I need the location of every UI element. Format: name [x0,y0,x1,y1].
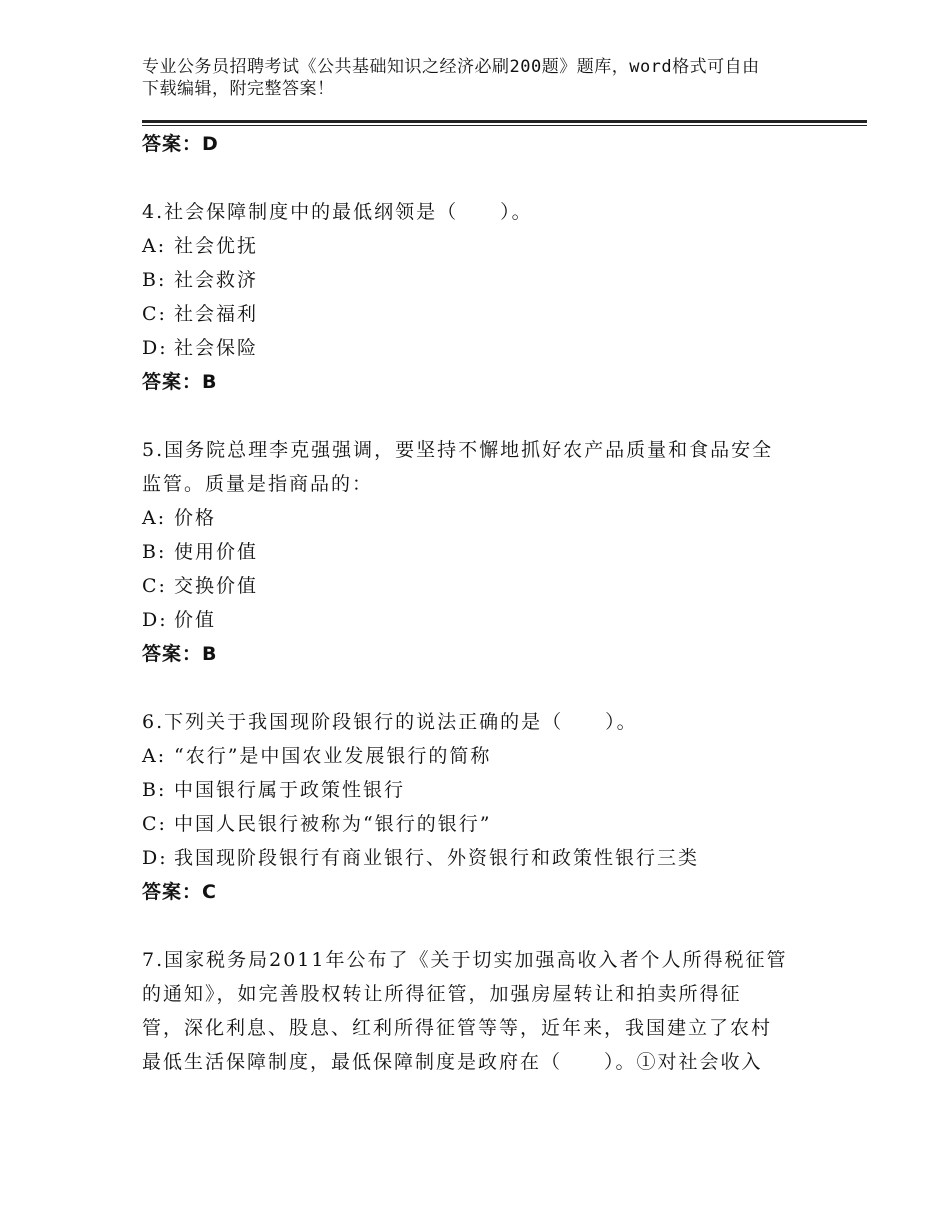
option-text: 社会保险 [174,337,259,359]
option-letter: B: [142,541,167,563]
option-letter: D: [142,337,168,359]
option-text: 我国现阶段银行有商业银行、外资银行和政策性银行三类 [174,847,700,869]
question-5-stem-line-2: 监管。质量是指商品的： [142,473,374,495]
question-4 [142,195,802,399]
spacer [142,161,802,195]
spacer [142,909,802,943]
option-text: 中国银行属于政策性银行 [174,779,406,801]
question-6-option-a [142,739,802,773]
answer-q6: 答案：C [142,881,217,903]
question-5-option-c [142,569,802,603]
option-letter: D: [142,847,168,869]
question-7 [142,943,802,1079]
answer-q5: 答案：B [142,643,218,665]
question-content [142,127,802,1079]
question-7-stem-line-1: 7.国家税务局2011年公布了《关于切实加强高收入者个人所得税征管 [142,949,788,971]
question-5-option-b [142,535,802,569]
answer-q3: 答案：D [142,133,219,155]
option-text: 社会救济 [174,269,259,291]
option-letter: D: [142,609,168,631]
option-text: 社会福利 [174,303,259,325]
option-letter: C: [142,303,167,325]
question-6-option-b [142,773,802,807]
option-letter: A: [142,745,167,767]
question-7-stem-line-2: 的通知》，如完善股权转让所得征管，加强房屋转让和拍卖所得征 [142,983,742,1005]
question-6-option-c [142,807,802,841]
question-7-stem-line-4: 最低生活保障制度，最低保障制度是政府在（ ）。①对社会收入 [142,1051,763,1073]
question-5-option-a [142,501,802,535]
header-line-2: 下载编辑，附完整答案！ [142,79,335,99]
header-rule-thick [142,120,867,123]
question-4-stem: 4.社会保障制度中的最低纲领是（ ）。 [142,201,533,223]
option-text: “农行”是中国农业发展银行的简称 [174,745,492,767]
question-4-option-d [142,331,802,365]
question-4-option-c [142,297,802,331]
spacer [142,671,802,705]
option-letter: B: [142,269,167,291]
question-4-option-a [142,229,802,263]
question-6-stem: 6.下列关于我国现阶段银行的说法正确的是（ ）。 [142,711,638,733]
question-4-option-b [142,263,802,297]
option-text: 价格 [174,507,217,529]
header-line-1: 专业公务员招聘考试《公共基础知识之经济必刷200题》题库，word格式可自由 [142,57,760,77]
option-letter: C: [142,575,167,597]
option-text: 中国人民银行被称为“银行的银行” [174,813,492,835]
option-letter: C: [142,813,167,835]
option-text: 使用价值 [174,541,259,563]
question-6 [142,705,802,909]
document-header [142,56,832,100]
option-text: 交换价值 [174,575,259,597]
header-rule-thin [142,125,867,126]
question-5-stem-line-1: 5.国务院总理李克强强调，要坚持不懈地抓好农产品质量和食品安全 [142,439,774,461]
option-letter: B: [142,779,167,801]
question-5 [142,433,802,671]
option-letter: A: [142,507,167,529]
option-text: 价值 [174,609,217,631]
question-7-stem-line-3: 管，深化利息、股息、红利所得征管等等，近年来，我国建立了农村 [142,1017,773,1039]
question-5-option-d [142,603,802,637]
spacer [142,399,802,433]
option-text: 社会优抚 [174,235,259,257]
question-6-option-d [142,841,802,875]
answer-q4: 答案：B [142,371,218,393]
option-letter: A: [142,235,167,257]
